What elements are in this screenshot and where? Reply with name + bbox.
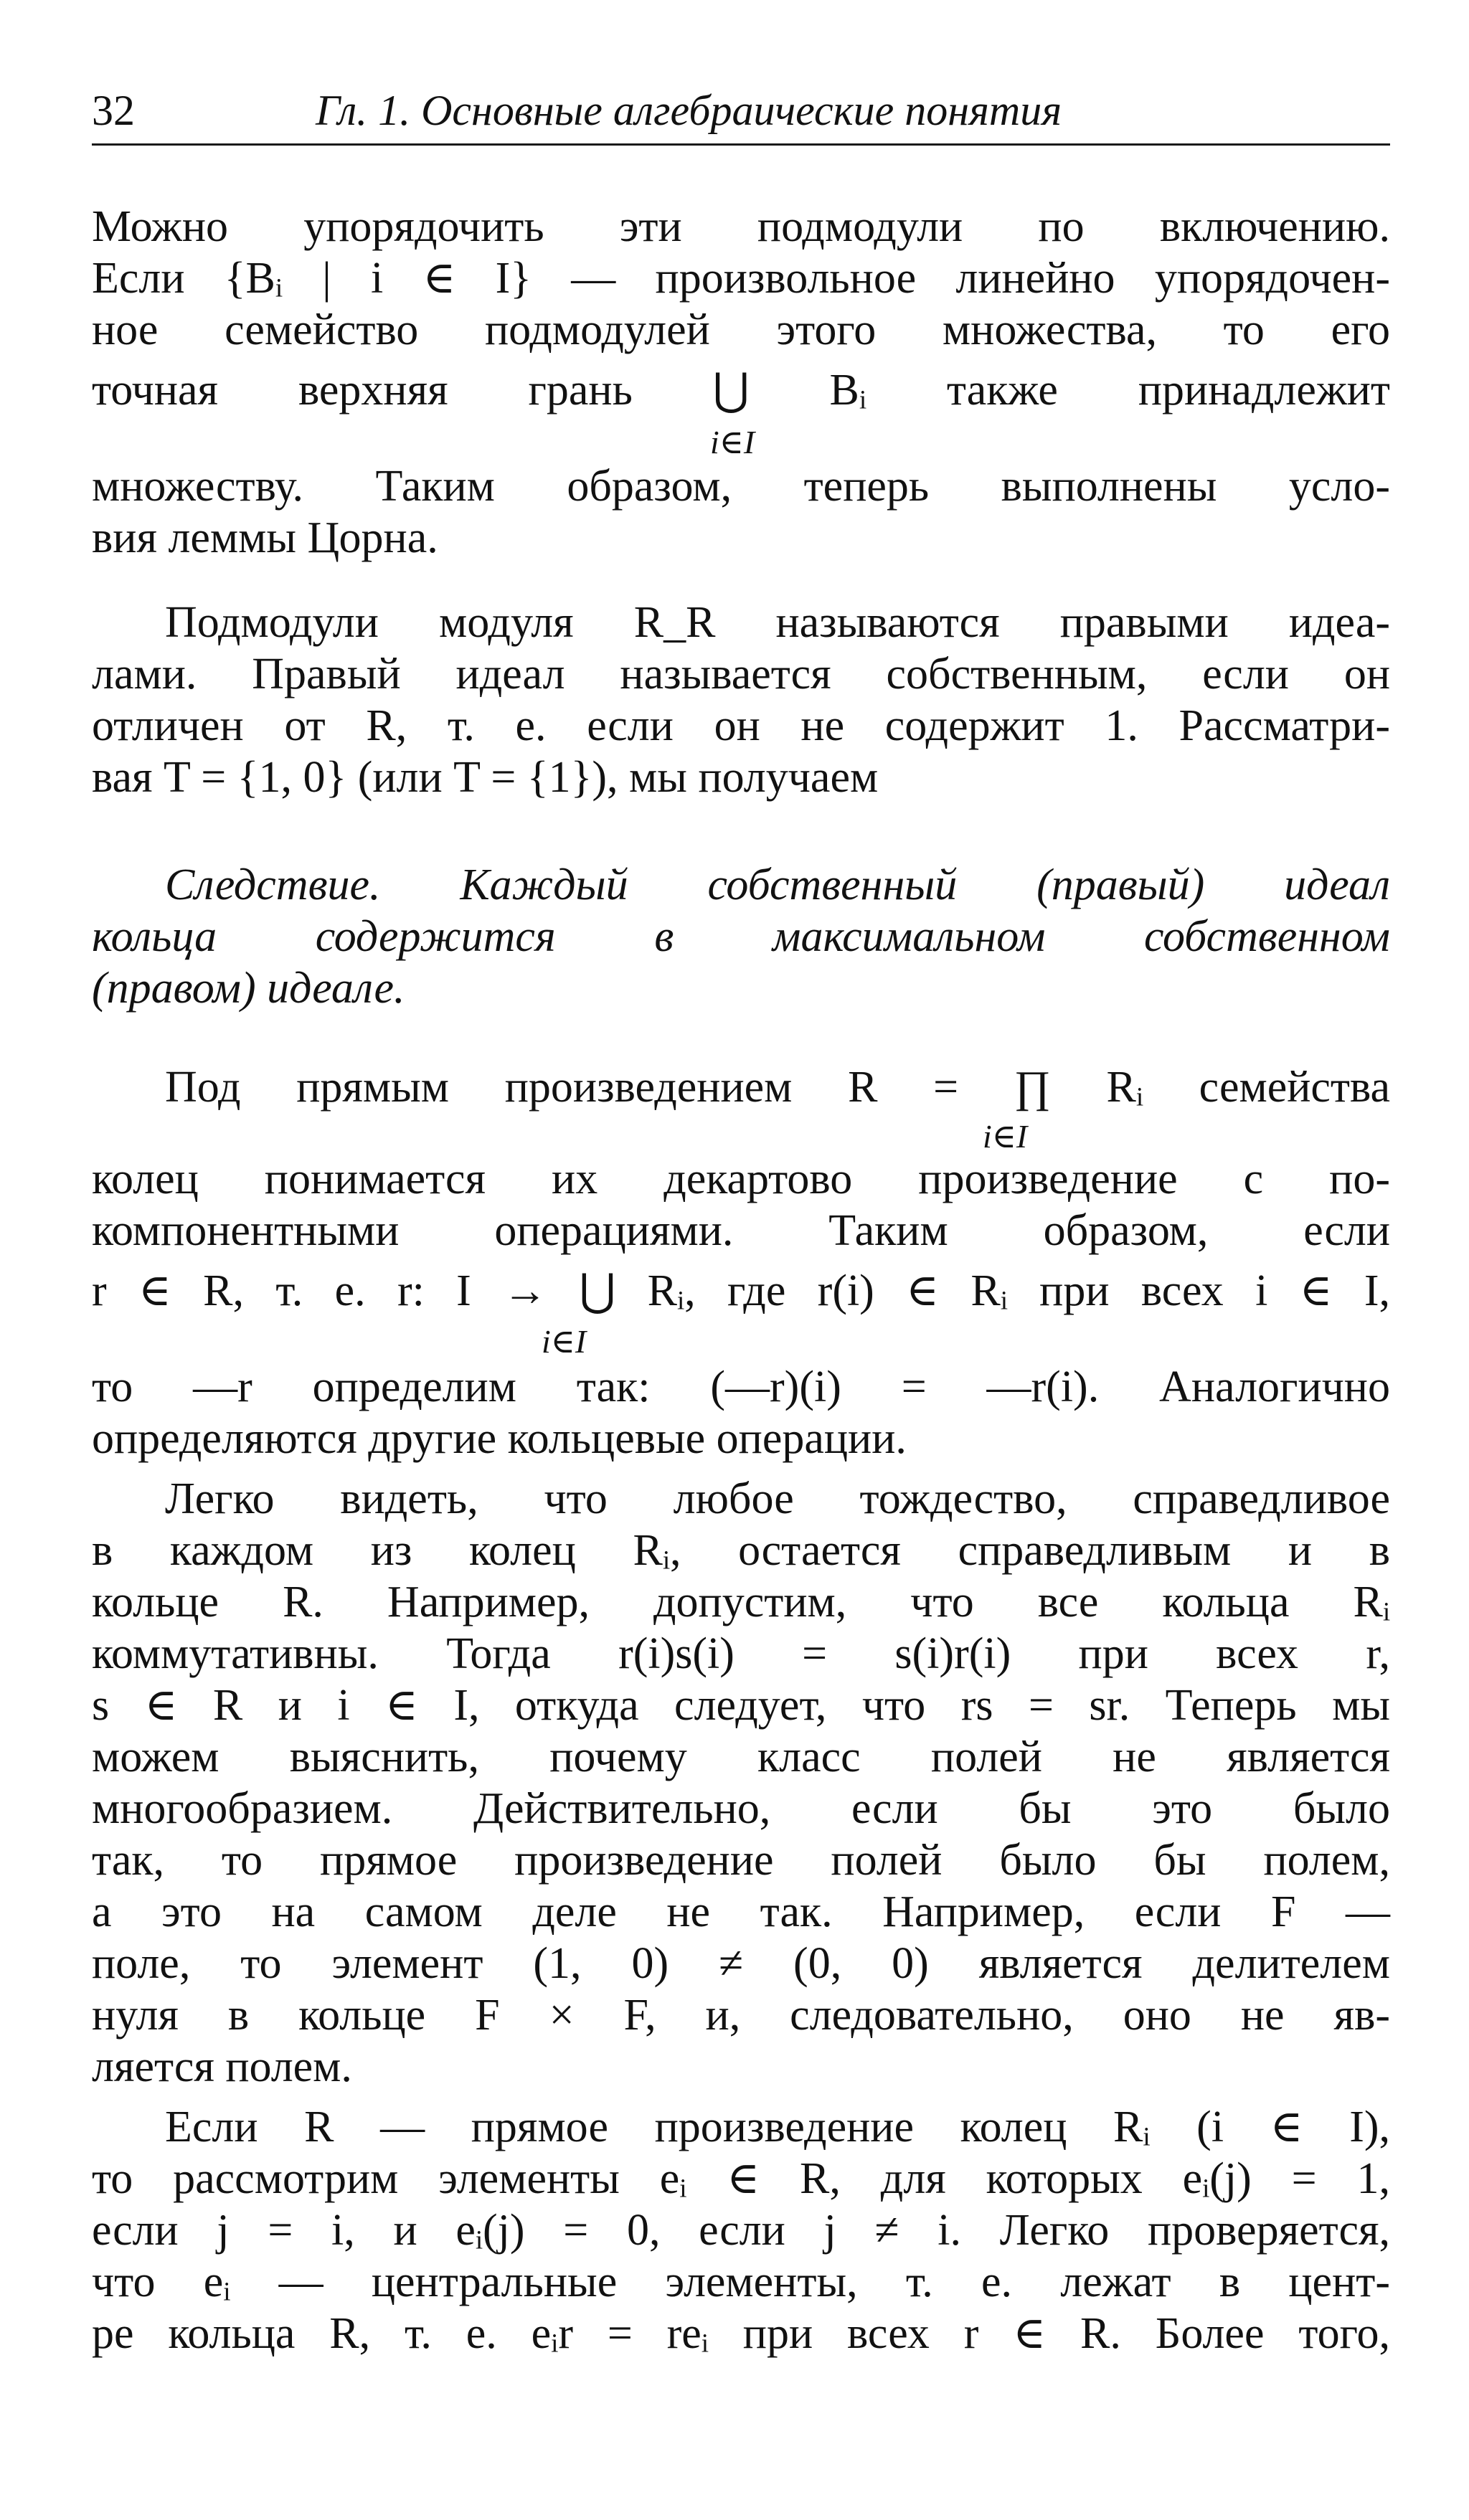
product-index-label: i∈I: [983, 1118, 1028, 1155]
corollary-line: Следствие. Каждый собственный (правый) идеал: [165, 861, 1390, 909]
text-line: Подмодули модуля R_R называются правыми идеа-: [165, 598, 1390, 647]
text-line: в каждом из колец Rᵢ, остается справедливым и в: [92, 1526, 1390, 1575]
text-line: кольце R. Например, допустим, что все кольца Rᵢ: [92, 1578, 1390, 1626]
text-line: поле, то элемент (1, 0) ≠ (0, 0) является делителем: [92, 1939, 1390, 1988]
page-header: [92, 77, 1390, 146]
text-line: то —r определим так: (—r)(i) = —r(i). Аналогично: [92, 1363, 1390, 1411]
text-line: ное семейство подмодулей этого множества, то его: [92, 305, 1390, 354]
text-line: компонентными операциями. Таким образом, если: [92, 1206, 1390, 1255]
text-line: Если R — прямое произведение колец Rᵢ (i ∈ I),: [165, 2103, 1390, 2151]
text-line: колец понимается их декартово произведение с по-: [92, 1155, 1390, 1203]
text-line: Можно упорядочить эти подмодули по включению.: [92, 202, 1390, 251]
text-line: ляется полем.: [92, 2042, 352, 2091]
text-line: вая T = {1, 0} (или T = {1}), мы получаем: [92, 753, 879, 802]
text-line: лами. Правый идеал называется собственным, если он: [92, 650, 1390, 698]
text-line: так, то прямое произведение полей было бы полем,: [92, 1836, 1390, 1885]
corollary-line: (правом) идеале.: [92, 964, 405, 1013]
text-line: многообразием. Действительно, если бы это было: [92, 1784, 1390, 1833]
text-line: коммутативны. Тогда r(i)s(i) = s(i)r(i) при всех r,: [92, 1629, 1390, 1678]
page-number: 32: [92, 87, 135, 134]
text-line: а это на самом деле не так. Например, если F —: [92, 1887, 1390, 1936]
text-line: можем выяснить, почему класс полей не является: [92, 1733, 1390, 1781]
text-line: то рассмотрим элементы eᵢ ∈ R, для которых eᵢ(j) = 1,: [92, 2154, 1390, 2203]
text-line: вия леммы Цорна.: [92, 513, 438, 562]
text-line: точная верхняя грань ⋃ Bᵢ также принадлежит: [92, 366, 1390, 415]
text-line: s ∈ R и i ∈ I, откуда следует, что rs = sr. Теперь мы: [92, 1681, 1390, 1730]
text-line: что eᵢ — центральные элементы, т. е. лежат в цент-: [92, 2258, 1390, 2306]
text-line: множеству. Таким образом, теперь выполнены усло-: [92, 462, 1390, 511]
corollary-line: кольца содержится в максимальном собственном: [92, 912, 1390, 961]
text-line: r ∈ R, т. е. r: I → ⋃ Rᵢ, где r(i) ∈ Rᵢ при всех i ∈ I,: [92, 1266, 1390, 1315]
text-line: ре кольца R, т. е. eᵢr = reᵢ при всех r ∈ R. Более того,: [92, 2309, 1390, 2358]
text-line: определяются другие кольцевые операции.: [92, 1414, 907, 1463]
running-head: Гл. 1. Основные алгебраические понятия: [316, 87, 1062, 134]
text-line: Под прямым произведением R = ∏ Rᵢ семейства: [165, 1063, 1390, 1112]
union-index-label: i∈I: [542, 1323, 587, 1360]
union-index-label: i∈I: [710, 424, 755, 460]
text-line: отличен от R, т. е. если он не содержит 1. Рассматри-: [92, 701, 1390, 750]
text-line: нуля в кольце F × F, и, следовательно, оно не яв-: [92, 1991, 1390, 2040]
text-line: Легко видеть, что любое тождество, справедливое: [165, 1474, 1390, 1523]
text-line: Если {Bᵢ | i ∈ I} — произвольное линейно упорядочен-: [92, 254, 1390, 303]
text-line: если j = i, и eᵢ(j) = 0, если j ≠ i. Легко проверяется,: [92, 2206, 1390, 2255]
